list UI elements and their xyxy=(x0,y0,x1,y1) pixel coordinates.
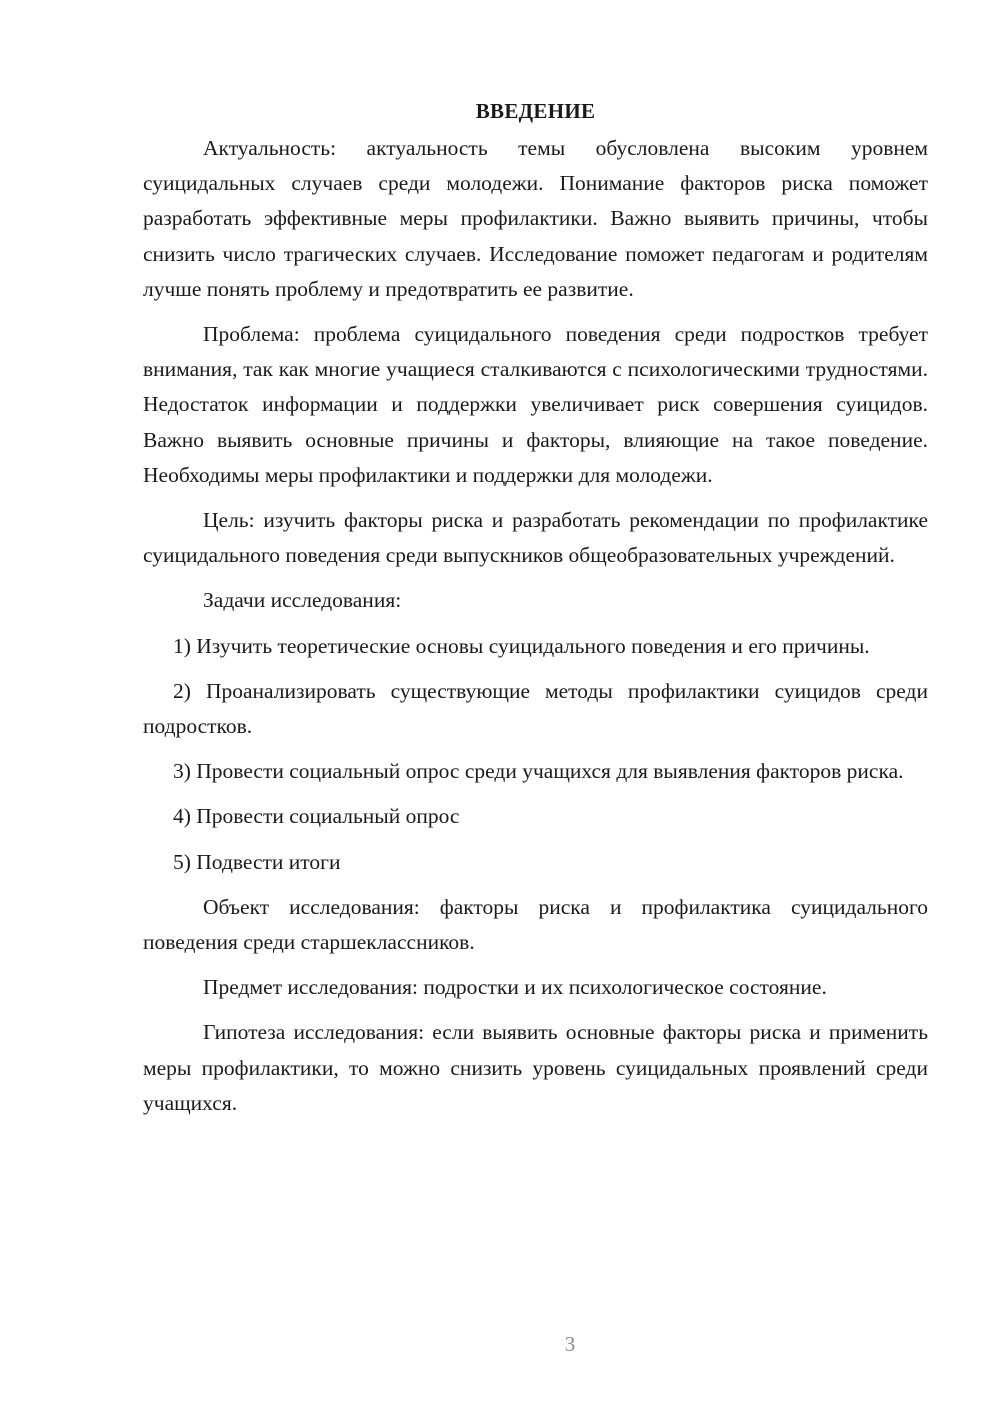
tasks-heading: Задачи исследования: xyxy=(203,588,402,613)
object-paragraph: Объект исследования: факторы риска и профилактика суицидального поведения среди старшеклассников. xyxy=(143,894,928,955)
page-content xyxy=(143,96,928,1121)
relevance-paragraph: Актуальность: актуальность темы обусловлена высоким уровнем суицидальных случаев среди молодежи. Понимание факторов риска поможет разработать эффективные меры профилактики. Важно выявить причины, чтобы снизить число трагических случаев. Исследование поможет педагогам и родителям лучше понять проблему и предотвратить ее развитие. xyxy=(143,136,928,301)
page-title: ВВЕДЕНИЕ xyxy=(475,99,596,123)
task-item-5: 5) Подвести итоги xyxy=(173,849,341,874)
page-number: 3 xyxy=(564,1332,576,1356)
hypothesis-paragraph: Гипотеза исследования: если выявить основные факторы риска и применить меры профилактики, то можно снизить уровень суицидальных проявлений среди учащихся. xyxy=(143,1020,928,1115)
subject-paragraph: Предмет исследования: подростки и их психологическое состояние. xyxy=(203,975,827,1000)
task-item-2: 2) Проанализировать существующие методы профилактики суицидов среди подростков. xyxy=(143,678,928,739)
task-item-4: 4) Провести социальный опрос xyxy=(173,804,460,829)
problem-paragraph: Проблема: проблема суицидального поведения среди подростков требует внимания, так как многие учащиеся сталкиваются с психологическими трудностями. Недостаток информации и поддержки увеличивает риск совершения суицидов. Важно выявить основные причины и факторы, влияющие на такое поведение. Необходимы меры профилактики и поддержки для молодежи. xyxy=(143,322,928,487)
task-item-3: 3) Провести социальный опрос среди учащихся для выявления факторов риска. xyxy=(173,759,904,784)
goal-paragraph: Цель: изучить факторы риска и разработать рекомендации по профилактике суицидального поведения среди выпускников общеобразовательных учреждений. xyxy=(143,508,928,568)
task-item-1: 1) Изучить теоретические основы суицидального поведения и его причины. xyxy=(173,633,870,658)
